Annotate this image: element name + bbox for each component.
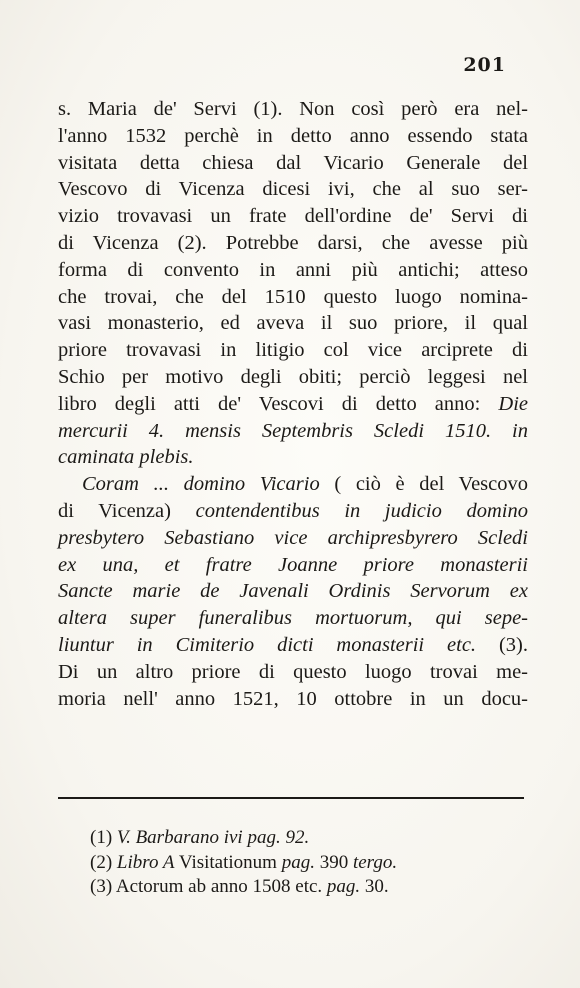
text-line bbox=[58, 605, 528, 632]
text-segment: vasi monasterio, ed aveva il suo priore, il qual bbox=[58, 312, 528, 335]
text-line bbox=[58, 96, 528, 123]
italic-text: presbytero Sebastiano vice archipresbyrero Scledi bbox=[58, 526, 528, 549]
footnote-text: Libro A bbox=[116, 851, 175, 873]
footnote-text: 390 bbox=[314, 851, 353, 873]
text-segment: libro degli atti de' Vescovi di detto anno: bbox=[58, 392, 499, 415]
text-segment: priore trovavasi in litigio col vice arciprete di bbox=[58, 339, 528, 362]
text-segment: s. Maria de' Servi (1). Non così però era nel- bbox=[58, 98, 528, 120]
footnote-separator-rule bbox=[58, 797, 524, 799]
text-line bbox=[58, 632, 528, 659]
footnote bbox=[90, 851, 510, 876]
text-segment: Di un altro priore di questo luogo trovai me- bbox=[58, 660, 528, 683]
text-segment: che trovai, che del 1510 questo luogo nomina- bbox=[58, 285, 528, 308]
text-line bbox=[58, 150, 528, 177]
text-line bbox=[58, 552, 528, 579]
text-line bbox=[58, 471, 528, 498]
text-segment: di Vicenza (2). Potrebbe darsi, che avesse più bbox=[58, 231, 528, 254]
italic-text: mercurii 4. mensis Septembris Scledi 1510. in bbox=[58, 419, 528, 442]
footnote-text: tergo. bbox=[352, 851, 398, 873]
italic-text: liuntur in Cimiterio dicti monasterii etc. bbox=[58, 633, 477, 656]
footnote-text: V. Barbarano ivi pag. 92. bbox=[116, 827, 310, 848]
footnote-number: (1) bbox=[90, 827, 113, 848]
text-segment: vizio trovavasi un frate dell'ordine de' Servi di bbox=[58, 205, 528, 228]
text-segment: forma di convento in anni più antichi; atteso bbox=[58, 258, 528, 281]
footnote-text: pag. bbox=[326, 876, 361, 897]
italic-text: Coram ... domino Vicario bbox=[82, 473, 320, 496]
footnote-number: (3) bbox=[90, 876, 113, 897]
text-line bbox=[58, 525, 528, 552]
body-text bbox=[58, 96, 528, 712]
text-segment: (3). bbox=[476, 633, 529, 656]
text-line bbox=[58, 230, 528, 257]
text-line bbox=[58, 659, 528, 686]
text-segment: di Vicenza) bbox=[58, 499, 196, 522]
footnote bbox=[90, 875, 510, 900]
italic-text: caminata plebis. bbox=[58, 446, 194, 469]
text-line bbox=[58, 578, 528, 605]
italic-text: Die bbox=[498, 392, 528, 415]
text-line bbox=[58, 364, 528, 391]
text-line bbox=[58, 123, 528, 150]
page-number: 201 bbox=[463, 54, 506, 76]
text-segment: ( ciò è del Vescovo bbox=[319, 473, 528, 496]
text-line bbox=[58, 257, 528, 284]
text-line bbox=[58, 418, 528, 445]
italic-text: altera super funeralibus mortuorum, qui sepe- bbox=[58, 607, 528, 630]
footnote bbox=[90, 826, 510, 851]
text-line bbox=[58, 337, 528, 364]
italic-text: contendentibus in judicio domino bbox=[195, 499, 528, 522]
footnote-text: Visitationum bbox=[174, 851, 282, 873]
footnote-text: Actorum ab anno 1508 etc. bbox=[115, 876, 327, 897]
text-line bbox=[58, 203, 528, 230]
text-line bbox=[58, 310, 528, 337]
text-segment: moria nell' anno 1521, 10 ottobre in un docu- bbox=[58, 687, 528, 710]
italic-text: Sancte marie de Javenali Ordinis Servorum ex bbox=[58, 580, 528, 603]
text-line bbox=[58, 284, 528, 311]
text-segment: visitata detta chiesa dal Vicario Generale del bbox=[58, 151, 528, 174]
text-line bbox=[58, 686, 528, 713]
text-line bbox=[58, 498, 528, 525]
footnotes bbox=[90, 826, 510, 900]
footnote-text: 30. bbox=[360, 876, 389, 897]
text-segment: Vescovo di Vicenza dicesi ivi, che al suo ser- bbox=[58, 178, 528, 201]
footnote-text: pag. bbox=[281, 851, 315, 873]
text-segment: l'anno 1532 perchè in detto anno essendo stata bbox=[58, 124, 528, 147]
footnote-number: (2) bbox=[90, 851, 113, 873]
text-line bbox=[58, 391, 528, 418]
text-line bbox=[58, 444, 528, 471]
text-segment: Schio per motivo degli obiti; perciò leggesi nel bbox=[58, 365, 528, 388]
text-line bbox=[58, 176, 528, 203]
italic-text: ex una, et fratre Joanne priore monasterii bbox=[58, 553, 528, 576]
